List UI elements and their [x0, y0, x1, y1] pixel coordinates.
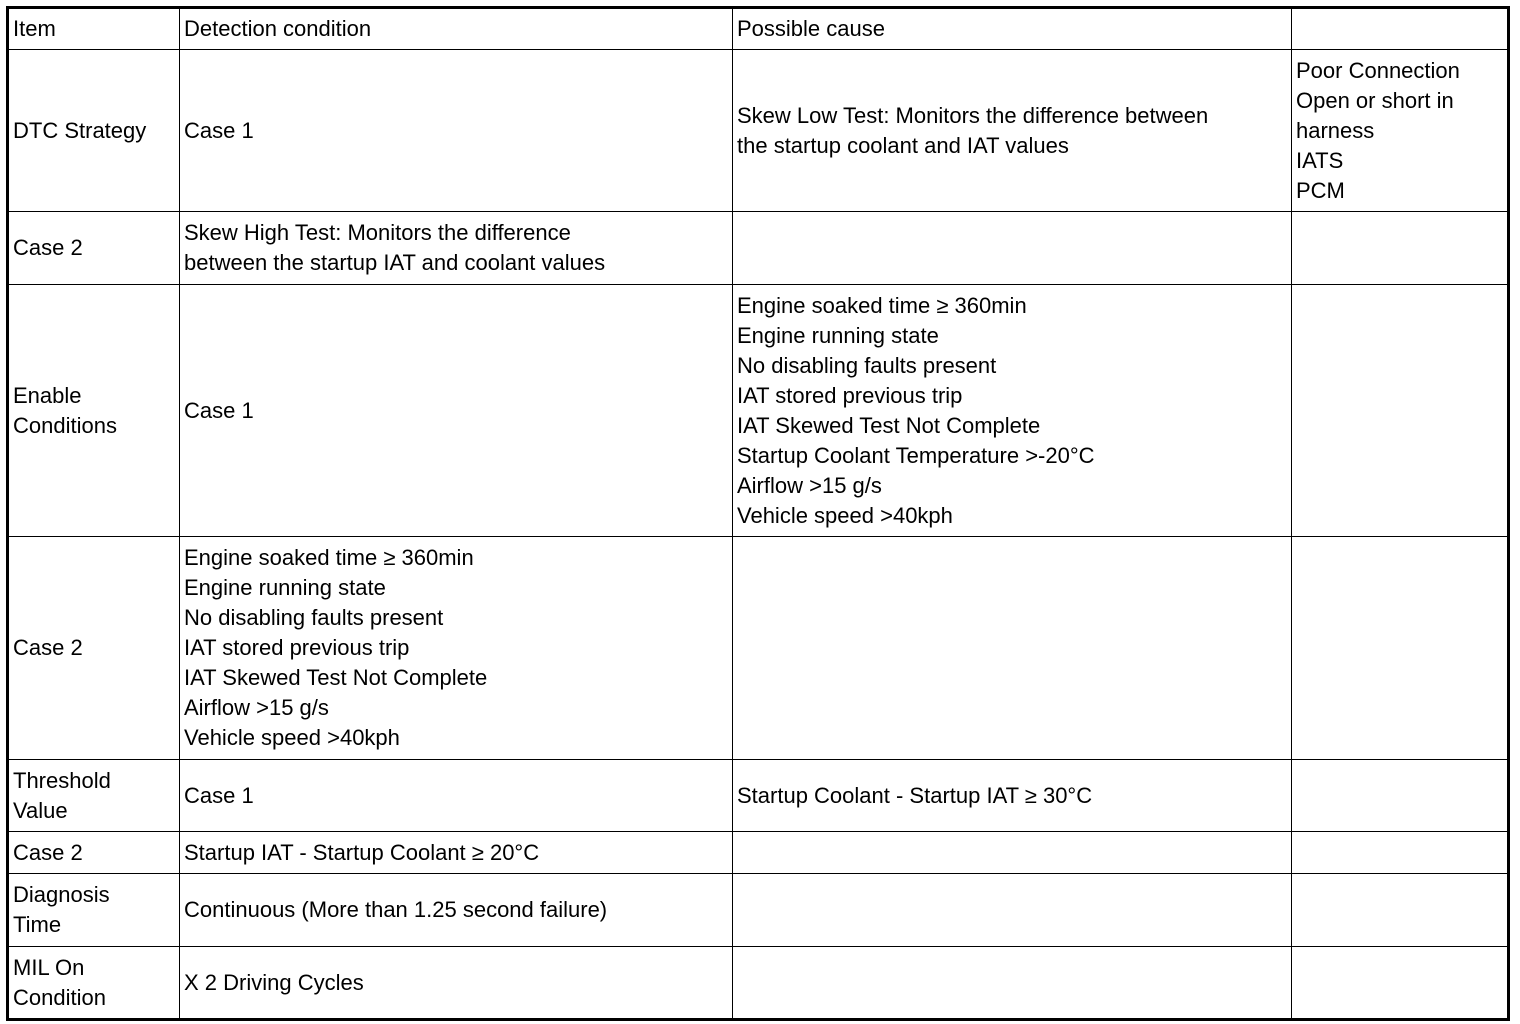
table-cell: Case 2	[8, 212, 180, 285]
table-cell: Startup IAT - Startup Coolant ≥ 20°C	[180, 832, 733, 874]
table-cell: Engine soaked time ≥ 360min Engine running state No disabling faults present IAT stored previous trip IAT Skewed Test Not Complete Airflow >15 g/s Vehicle speed >40kph	[180, 537, 733, 760]
table-cell: Case 2	[8, 537, 180, 760]
diagnostic-spec-table	[6, 6, 1510, 1021]
table-cell	[1292, 947, 1509, 1020]
table-cell: Continuous (More than 1.25 second failure)	[180, 874, 733, 947]
table-cell	[733, 537, 1292, 760]
table-cell: Case 1	[180, 50, 733, 212]
table-cell: X 2 Driving Cycles	[180, 947, 733, 1020]
table-row	[8, 537, 1509, 760]
table-row	[8, 50, 1509, 212]
table-cell: Enable Conditions	[8, 285, 180, 537]
table-cell	[1292, 212, 1509, 285]
header-possible-cause: Possible cause	[733, 8, 1292, 50]
table-row	[8, 760, 1509, 832]
header-item: Item	[8, 8, 180, 50]
table-cell: MIL On Condition	[8, 947, 180, 1020]
table-cell: Diagnosis Time	[8, 874, 180, 947]
table-cell	[733, 947, 1292, 1020]
header-detection-condition: Detection condition	[180, 8, 733, 50]
table-cell: Case 1	[180, 285, 733, 537]
table-cell	[1292, 760, 1509, 832]
table-cell: DTC Strategy	[8, 50, 180, 212]
table-cell	[1292, 874, 1509, 947]
table-cell	[1292, 285, 1509, 537]
table-cell: Threshold Value	[8, 760, 180, 832]
table-cell	[733, 832, 1292, 874]
table-row	[8, 212, 1509, 285]
table-row	[8, 832, 1509, 874]
table-cell: Case 2	[8, 832, 180, 874]
header-blank	[1292, 8, 1509, 50]
table-row	[8, 285, 1509, 537]
table-row	[8, 874, 1509, 947]
table-cell	[1292, 832, 1509, 874]
table-row	[8, 947, 1509, 1020]
table-cell: Engine soaked time ≥ 360min Engine running state No disabling faults present IAT stored previous trip IAT Skewed Test Not Complete Startup Coolant Temperature >-20°C Airflow >15 g/s Vehicle speed >40kph	[733, 285, 1292, 537]
table-cell: Poor Connection Open or short in harness IATS PCM	[1292, 50, 1509, 212]
header-row	[8, 8, 1509, 50]
table-cell: Skew High Test: Monitors the difference between the startup IAT and coolant values	[180, 212, 733, 285]
table-cell	[733, 212, 1292, 285]
table-cell	[1292, 537, 1509, 760]
table-cell: Startup Coolant - Startup IAT ≥ 30°C	[733, 760, 1292, 832]
table-cell: Case 1	[180, 760, 733, 832]
table-cell	[733, 874, 1292, 947]
table-cell: Skew Low Test: Monitors the difference between the startup coolant and IAT values	[733, 50, 1292, 212]
